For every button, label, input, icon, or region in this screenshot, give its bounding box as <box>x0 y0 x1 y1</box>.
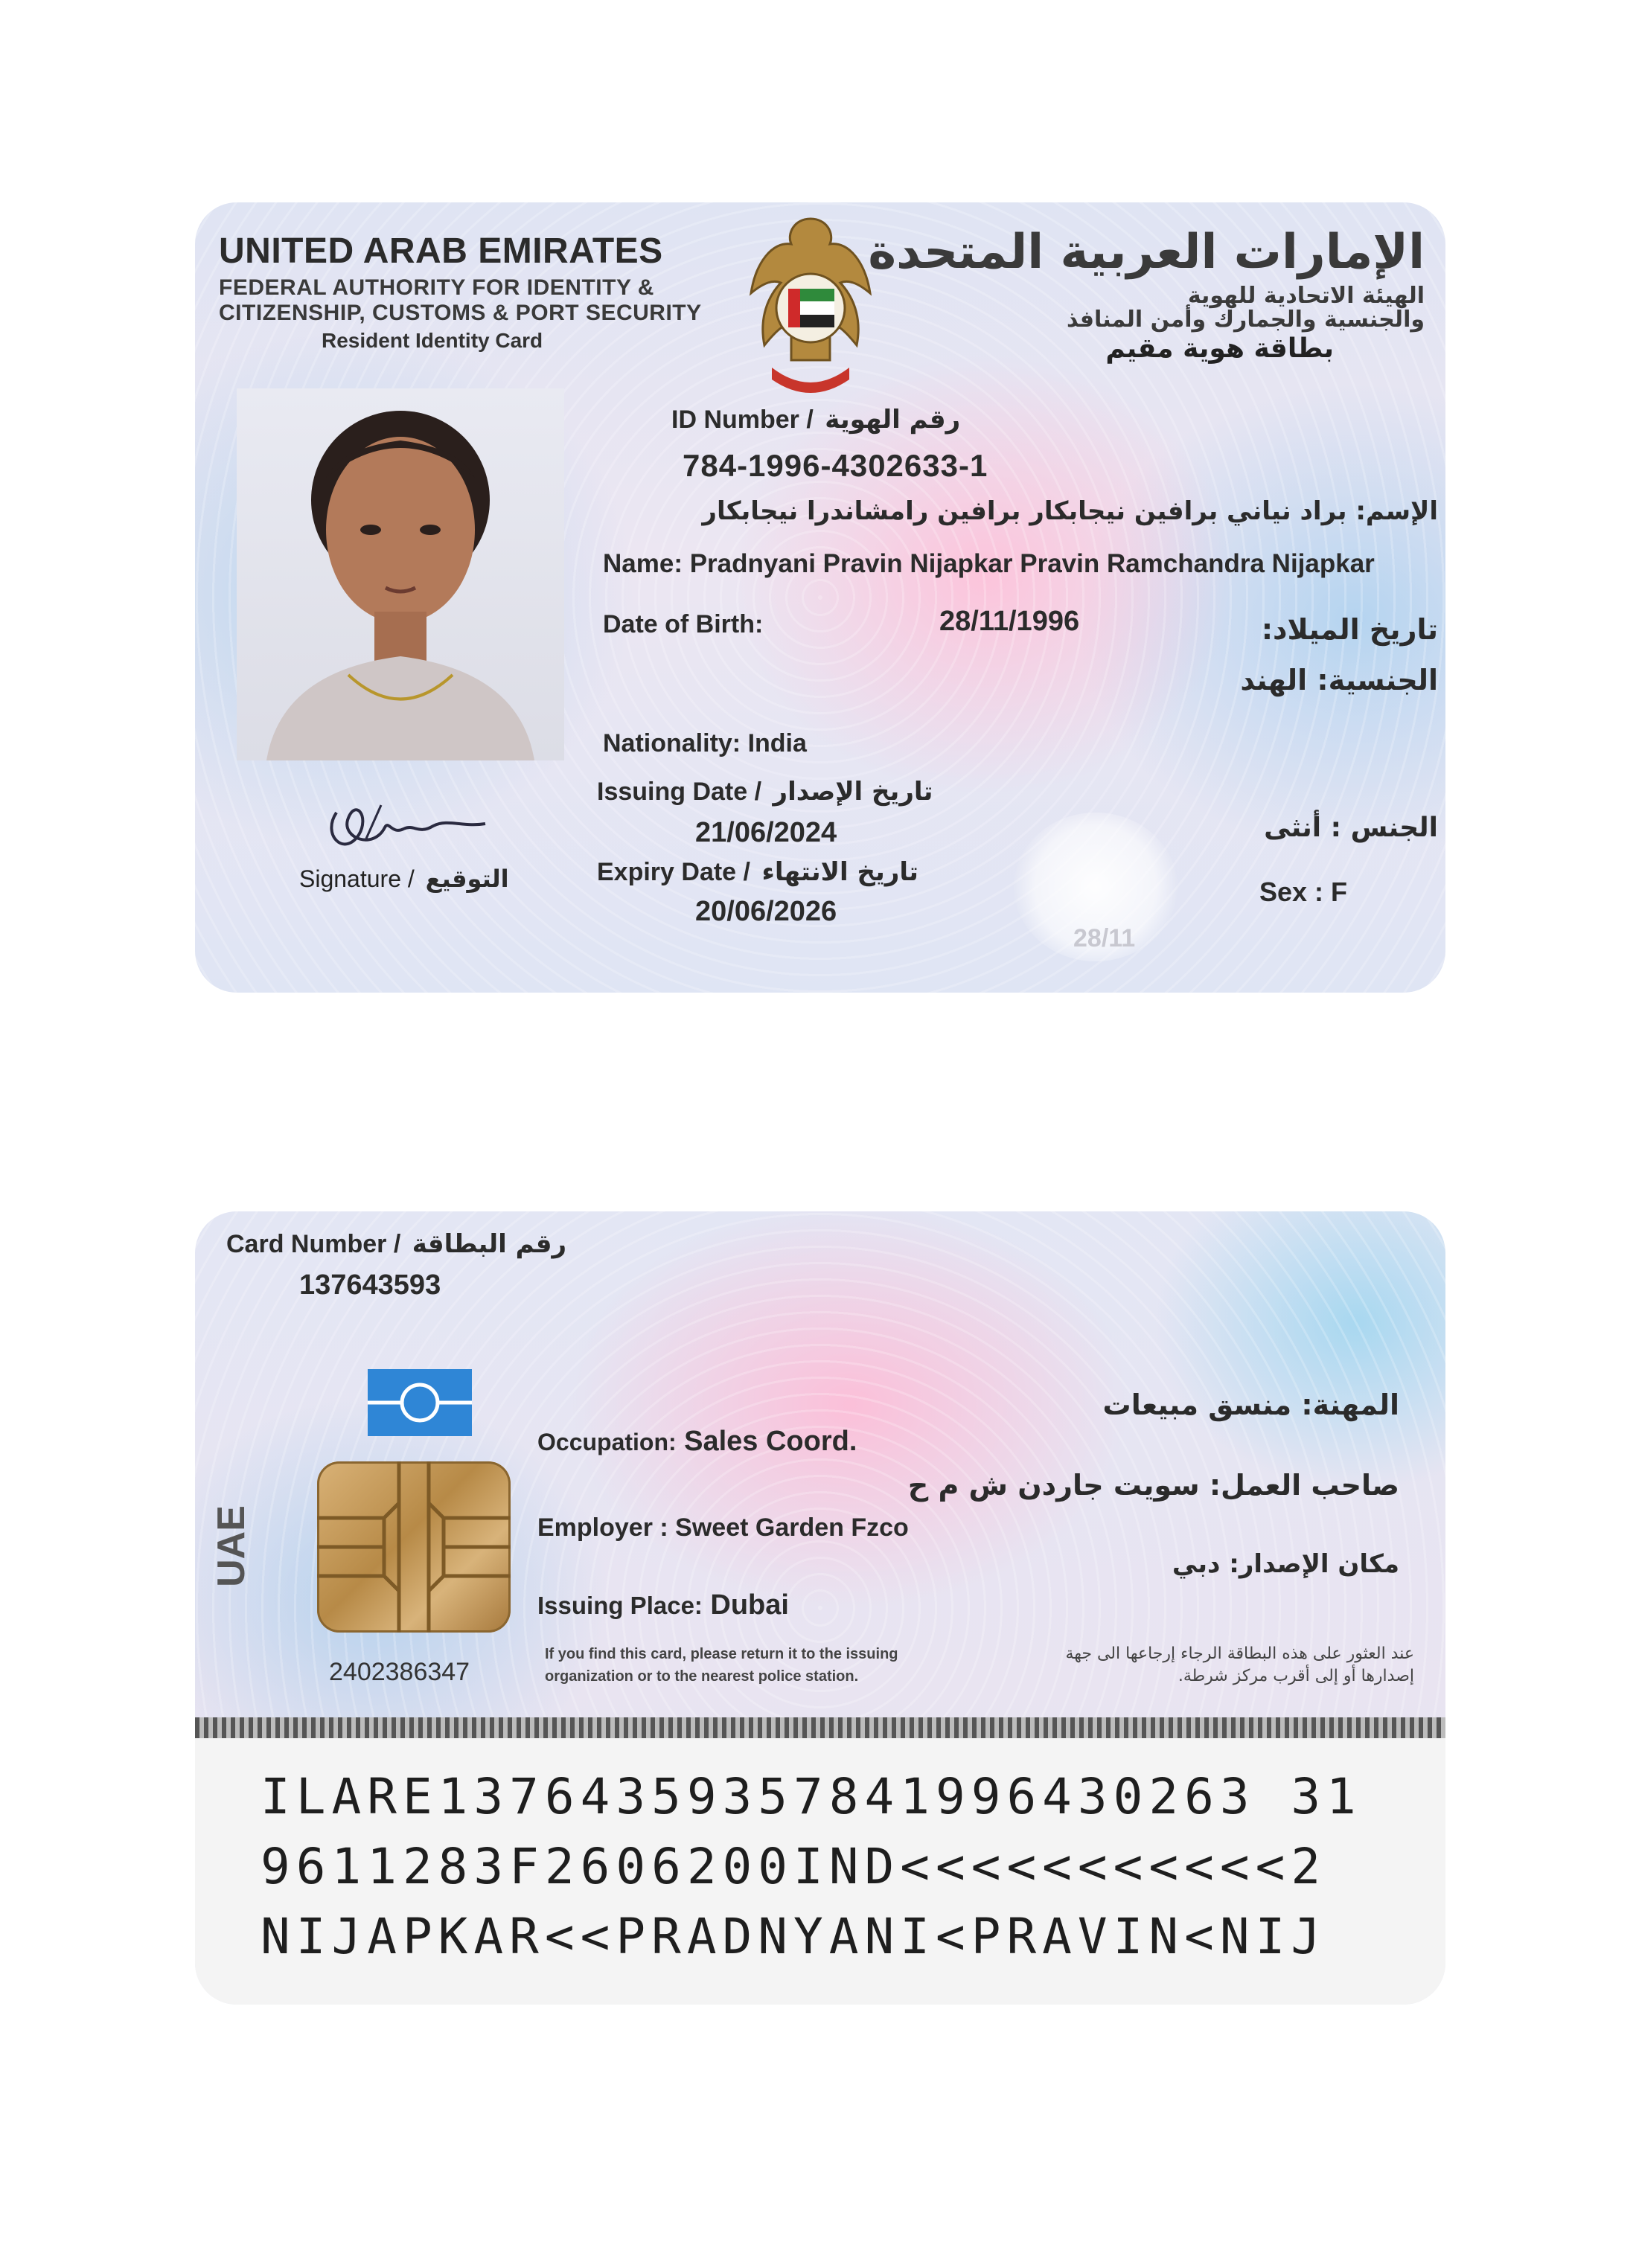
id-number-label: ID Number / رقم الهوية <box>671 405 961 435</box>
occupation-arabic: المهنة: منسق مبيعات <box>1102 1388 1399 1421</box>
issuing-date-value: 21/06/2024 <box>695 817 837 848</box>
chip-serial-number: 2402386347 <box>329 1658 470 1686</box>
card-type: Resident Identity Card <box>322 329 543 352</box>
dob-label-arabic: تاريخ الميلاد: <box>1261 613 1438 646</box>
card-number-label: Card Number / رقم البطاقة <box>226 1229 567 1259</box>
expiry-date-value: 20/06/2026 <box>695 896 837 927</box>
arabic-country-title: الإمارات العربية المتحدة <box>868 225 1425 280</box>
nationality-arabic: الجنسية: الهند <box>1240 664 1438 696</box>
authority-line-2: CITIZENSHIP, CUSTOMS & PORT SECURITY <box>219 301 702 325</box>
name-arabic: الإسم: براد نياني برافين نيجابكار برافين رامشاندرا نيجابكار <box>702 496 1438 526</box>
issuing-date-label: Issuing Date / تاريخ الإصدار <box>597 777 933 807</box>
id-card-front <box>195 202 1445 993</box>
signature-image <box>314 783 500 865</box>
dob-value: 28/11/1996 <box>939 606 1080 637</box>
ghost-image: 28/11 <box>1014 813 1178 961</box>
signature-label: Signature / التوقيع <box>299 865 509 893</box>
mrz-line-1: ILARE13764359357841996430263 31 <box>261 1768 1362 1825</box>
contactless-icon <box>368 1369 472 1436</box>
id-number-value: 784-1996-4302633-1 <box>683 448 988 483</box>
country-title: UNITED ARAB EMIRATES <box>219 231 663 271</box>
arabic-authority-line-2: والجنسية والجمارك وأمن المنافذ <box>1067 307 1425 333</box>
arabic-card-type: بطاقة هوية مقيم <box>1105 333 1334 364</box>
sex-arabic: الجنس : أنثى <box>1264 813 1438 843</box>
side-country-code: UAE <box>209 1505 253 1587</box>
expiry-date-label: Expiry Date / تاريخ الانتهاء <box>597 857 918 887</box>
mrz-line-3: NIJAPKAR<<PRADNYANI<PRAVIN<NIJ <box>261 1908 1327 1965</box>
holder-photo <box>237 388 564 760</box>
issuing-place-arabic: مكان الإصدار: دبي <box>1172 1549 1399 1579</box>
occupation-english: Occupation: Sales Coord. <box>537 1426 857 1457</box>
employer-arabic: صاحب العمل: سويت جاردن ش م ح <box>907 1469 1399 1502</box>
dob-label: Date of Birth: <box>603 610 764 638</box>
id-card-back <box>195 1211 1445 2005</box>
name-english: Name: Pradnyani Pravin Nijapkar Pravin Ramchandra Nijapkar <box>603 549 1375 578</box>
sex-english: Sex : F <box>1259 877 1348 907</box>
card-number-value: 137643593 <box>299 1269 441 1301</box>
employer-english: Employer : Sweet Garden Fzco <box>537 1513 909 1542</box>
smart-chip-icon <box>317 1461 511 1633</box>
barcode-strip <box>195 1717 1445 1738</box>
issuing-place-english: Issuing Place: Dubai <box>537 1589 789 1621</box>
mrz-line-2: 9611283F2606200IND<<<<<<<<<<<2 <box>261 1838 1327 1895</box>
arabic-authority-line-1: الهيئة الاتحادية للهوية <box>1187 283 1425 309</box>
return-notice-english: If you find this card, please return it to the issuing organization or to the nearest police station. <box>545 1646 898 1685</box>
uae-emblem-icon <box>742 211 880 397</box>
return-notice-arabic: عند العثور على هذه البطاقة الرجاء إرجاعها الى جهة إصدارها أو إلى أقرب مركز شرطة. <box>1065 1644 1414 1685</box>
authority-line-1: FEDERAL AUTHORITY FOR IDENTITY & <box>219 275 654 300</box>
nationality-english: Nationality: India <box>603 729 807 757</box>
